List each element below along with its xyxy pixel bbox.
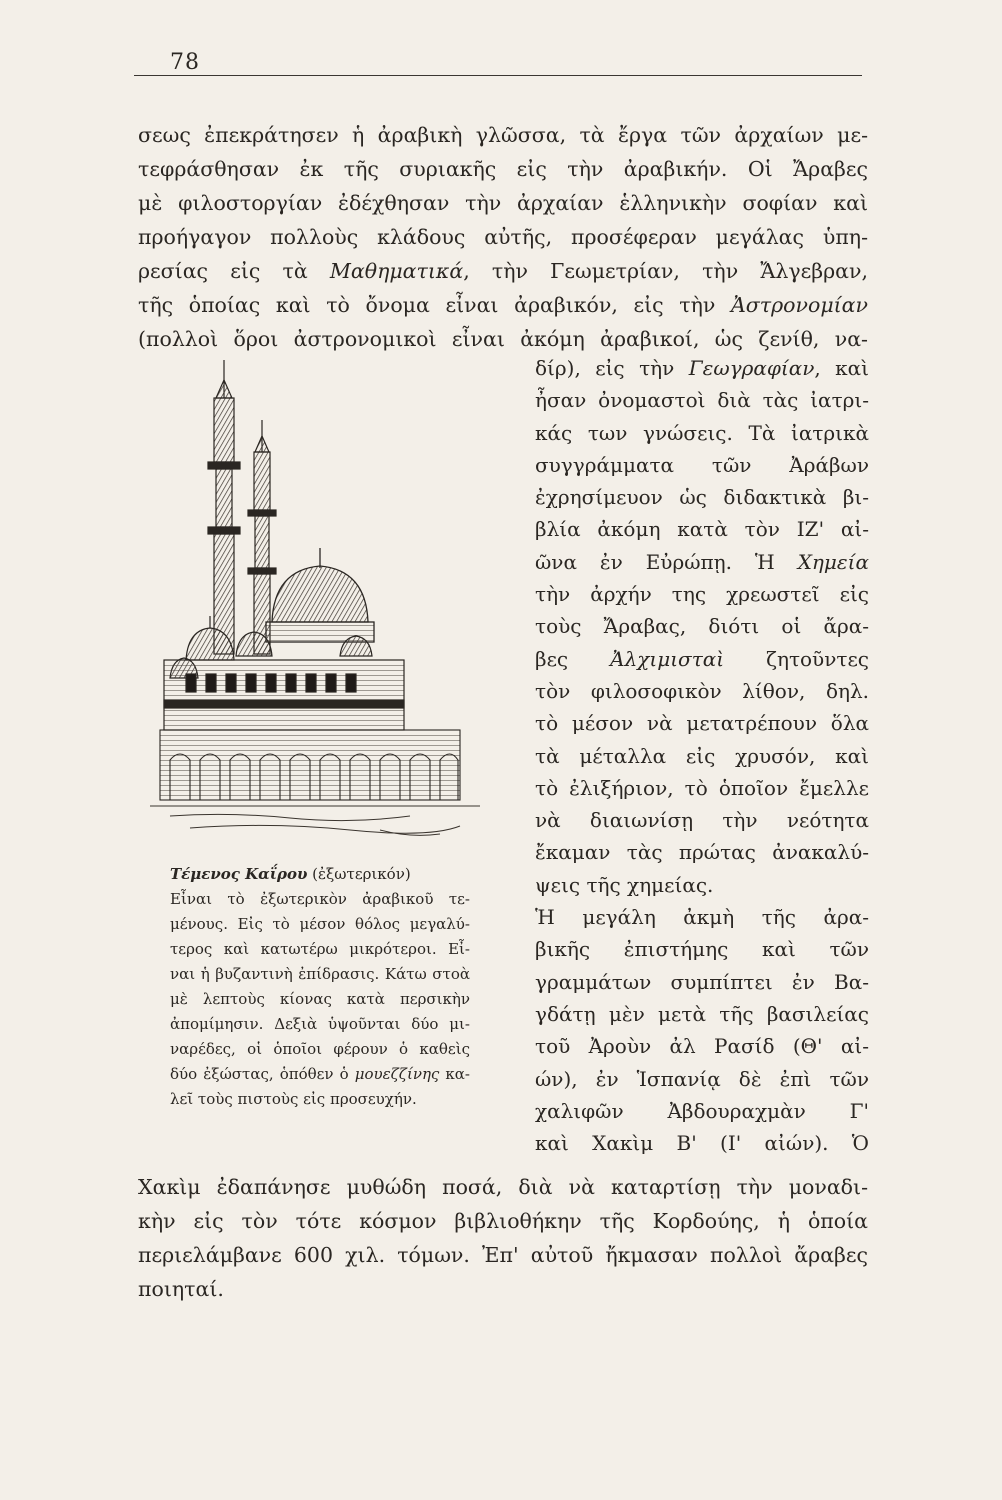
text-line: βικῆς ἐπιστήμης καὶ τῶν [535,937,869,962]
ground [150,806,480,835]
page-number: 78 [170,50,200,75]
figure-caption [170,862,470,1112]
text-line: τεφράσθησαν ἐκ τῆς συριακῆς εἰς τὴν ἀραβικήν. Οἱ Ἄραβες [138,157,868,181]
text-line: προήγαγον πολλοὺς κλάδους αὐτῆς, προσέφεραν μεγάλας ὑπη- [138,225,868,249]
caption-line: ἀπομίμησιν. Δεξιὰ ὑψοῦνται δύο μι- [170,1015,470,1033]
right-column [535,352,869,1159]
text-line: βες Ἀλχιμισταὶ ζητοῦντες [535,646,870,671]
text-line: βλία ἀκόμη κατὰ τὸν ΙΖ' αἰ- [535,517,869,542]
text-line: ἦσαν ὀνομαστοὶ διὰ τὰς ἰατρι- [535,388,869,413]
top-paragraph [138,118,868,356]
text-line: Χακὶμ ἐδαπάνησε μυθώδη ποσά, διὰ νὰ καταρτίσῃ τὴν μοναδι- [138,1175,868,1199]
text-line: τὸ ἐλιξήριον, τὸ ὁποῖον ἔμελλε [535,775,869,800]
text-line: σεως ἐπεκράτησεν ἡ ἀραβικὴ γλῶσσα, τὰ ἔργα τῶν ἀρχαίων με- [138,123,868,147]
text-line: τὰ μέταλλα εἰς χρυσόν, καὶ [535,743,869,768]
text-line: κὴν εἰς τὸν τότε κόσμον βιβλιοθήκην τῆς Κορδούης, ἡ ὁποία [138,1209,868,1233]
text-line: τοὺς Ἄραβας, διότι οἱ ἄρα- [535,614,869,639]
text-line: γδάτῃ μὲν μετὰ τῆς βασιλείας [535,1001,869,1026]
text-line: ῶνα ἐν Εὐρώπῃ. Ἡ Χημεία [535,549,869,574]
text-line: ψεις τῆς χημείας. [535,872,714,897]
text-line: τὸ μέσον νὰ μετατρέπουν ὅλα [535,711,869,736]
bottom-paragraph [138,1170,868,1306]
caption-line: τερος καὶ κατωτέρω μικρότεροι. Εἶ- [170,940,470,958]
arcade [160,730,460,800]
text-line: γραμμάτων συμπίπτει ἐν Βα- [535,969,869,994]
mosque-body [164,660,404,730]
text-line: τὴν ἀρχήν της χρεωστεῖ εἰς [535,582,869,607]
text-line: καὶ Χακὶμ Β' (Ι' αἰών). Ὁ [535,1131,869,1156]
caption-line: Εἶναι τὸ ἐξωτερικὸν ἀραβικοῦ τε- [170,890,470,908]
text-line: κάς των γνώσεις. Τὰ ἰατρικὰ [535,420,869,445]
text-line: τοῦ Ἀροὺν ἀλ Ρασίδ (Θ' αἰ- [535,1034,869,1059]
text-line: ἐχρησίμευον ὡς διδακτικὰ βι- [535,485,869,510]
caption-line: λεῖ τοὺς πιστοὺς εἰς προσευχήν. [170,1090,417,1108]
caption-line: μὲ λεπτοὺς κίονας κατὰ περσικὴν [170,990,470,1008]
caption-line: ναι ἡ βυζαντινὴ ἐπίδρασις. Κάτω στοὰ [170,965,470,983]
text-line: ποιηταί. [138,1277,224,1301]
text-line: δίρ), εἰς τὴν Γεωγραφίαν, καὶ [535,356,870,380]
caption-title: Τέμενος Καΐρου (ἐξωτερικόν) [170,865,411,883]
text-line: συγγράμματα τῶν Ἀράβων [535,452,869,477]
text-line: νὰ διαιωνίσῃ τὴν νεότητα [535,808,869,833]
mosque-engraving [150,360,482,860]
text-line: τὸν φιλοσοφικὸν λίθον, δηλ. [535,678,869,703]
header-rule [134,75,862,76]
minaret-left [208,360,240,654]
caption-line: δύο ἐξώστας, ὁπόθεν ὁ μουεζζίνης κα- [170,1065,470,1083]
text-line: τῆς ὁποίας καὶ τὸ ὄνομα εἶναι ἀραβικόν, εἰς τὴν Ἀστρονομίαν [138,293,868,317]
central-dome [266,548,374,642]
mosque-illustration [150,360,482,860]
caption-line: μένους. Εἰς τὸ μέσον θόλος μεγαλύ- [170,915,470,933]
text-line: περιελάμβανε 600 χιλ. τόμων. Ἐπ' αὐτοῦ ἤκμασαν πολλοὶ ἄραβες [138,1243,868,1267]
text-line: (πολλοὶ ὅροι ἀστρονομικοὶ εἶναι ἀκόμη ἀραβικοί, ὡς ζενίθ, να- [138,327,868,351]
text-line: ρεσίας εἰς τὰ Μαθηματικά, τὴν Γεωμετρίαν, τὴν Ἄλγεβραν, [138,259,868,283]
text-line: χαλιφῶν Ἀβδουραχμὰν Γ' [535,1098,869,1123]
text-line: Ἡ μεγάλη ἀκμὴ τῆς ἀρα- [535,905,869,930]
text-line: ἔκαμαν τὰς πρώτας ἀνακαλύ- [535,840,869,865]
text-line: μὲ φιλοστοργίαν ἐδέχθησαν τὴν ἀρχαίαν ἑλληνικὴν σοφίαν καὶ [138,191,868,215]
text-line: ών), ἐν Ἱσπανίᾳ δὲ ἐπὶ τῶν [535,1066,869,1091]
caption-line: ναρέδες, οἱ ὁποῖοι φέρουν ὁ καθεὶς [170,1040,470,1058]
